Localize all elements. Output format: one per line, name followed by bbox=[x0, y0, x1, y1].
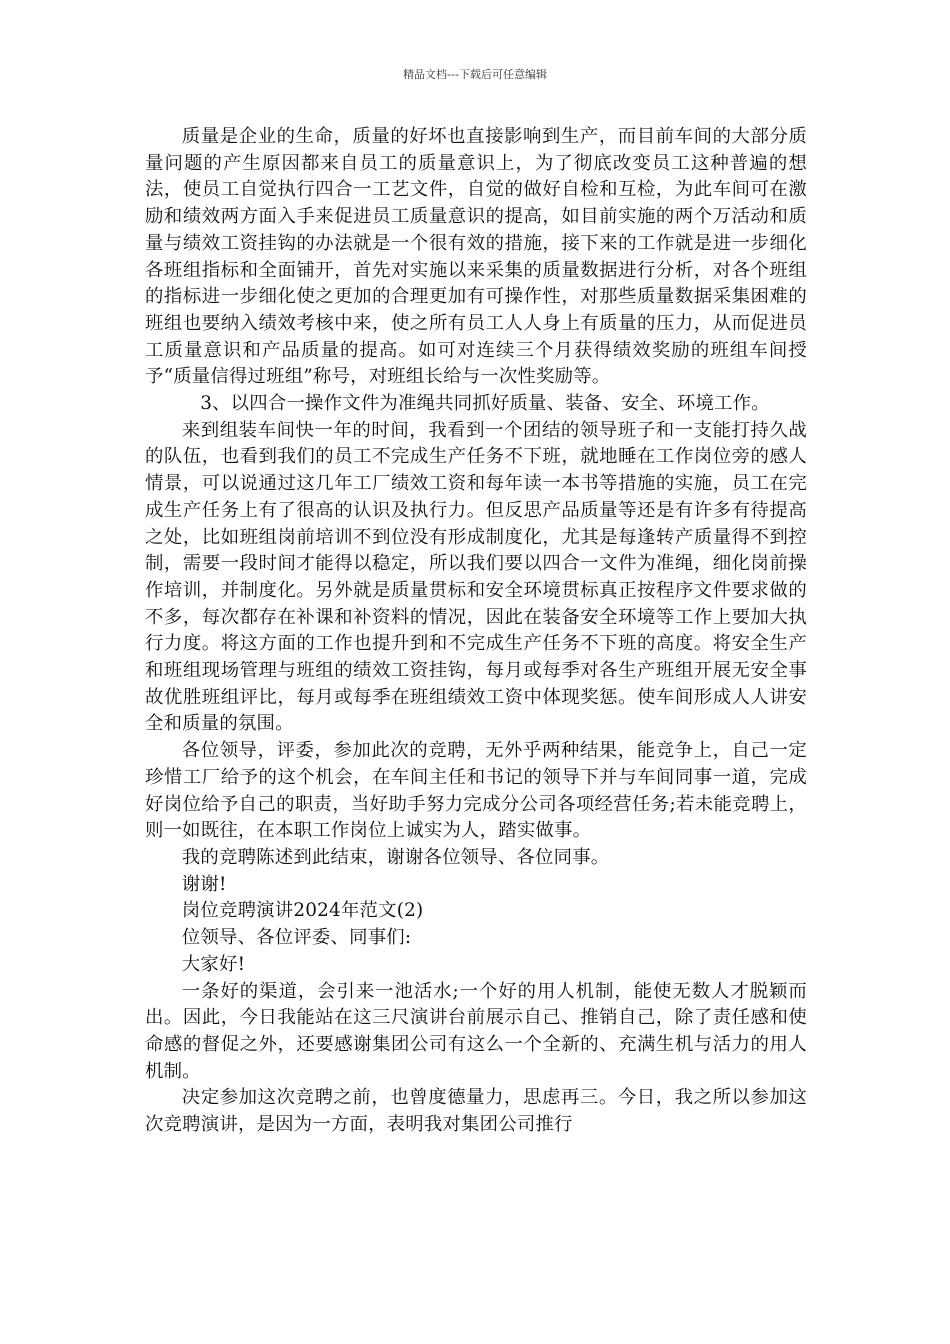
paragraph-thanks: 谢谢! bbox=[181, 873, 227, 895]
paragraph-second-speech-title: 岗位竞聘演讲2024年范文(2) bbox=[181, 900, 424, 922]
paragraph-closing-remarks: 各位领导，评委，参加此次的竞聘，无外乎两种结果，能竞争上，自己一定珍惜工厂给予的这个机会，在车间主任和书记的领导下并与车间同事一道，完成好岗位给予自己的职责，当好助手努力完成分公司各项经营任务;若未能竞聘上，则一如既往，在本职工作岗位上诚实为人，踏实做事。 bbox=[145, 740, 807, 842]
paragraph-decision: 决定参加这次竞聘之前，也曾度德量力，思虑再三。今日，我之所以参加这次竞聘演讲，是因为一方面，表明我对集团公司推行 bbox=[145, 1087, 807, 1136]
page-header: 精品文档---下载后可任意编辑 bbox=[403, 68, 547, 81]
paragraph-quality: 质量是企业的生命，质量的好坏也直接影响到生产，而目前车间的大部分质量问题的产生原因都来自员工的质量意识上，为了彻底改变员工这种普遍的想法，使员工自觉执行四合一工艺文件，自觉的做好自检和互检，为此车间可在激励和绩效两方面入手来促进员工质量意识的提高，如目前实施的两个万活动和质量与绩效工资挂钩的办法就是一个很有效的措施，接下来的工作就是进一步细化各班组指标和全面铺开，首先对实施以来采集的质量数据进行分析，对各个班组的指标进一步细化使之更加的合理更加有可操作性，对那些质量数据采集困难的班组也要纳入绩效考核中来，使之所有员工人人身上有质量的压力，从而促进员工质量意识和产品质量的提高。如可对连续三个月获得绩效奖励的班组车间授予“质量信得过班组”称号，对班组长给与一次性奖励等。 bbox=[145, 126, 807, 388]
paragraph-section-3-heading: 3、以四合一操作文件为准绳共同抓好质量、装备、安全、环境工作。 bbox=[200, 393, 770, 415]
paragraph-talent-mechanism: 一条好的渠道，会引来一池活水;一个好的用人机制，能使无数人才脱颖而出。因此，今日我能站在这三尺演讲台前展示自己、推销自己，除了责任感和使命感的督促之外，还要感谢集团公司有这么一个全新的、充满生机与活力的用人机制。 bbox=[145, 980, 807, 1082]
paragraph-greeting: 大家好! bbox=[181, 953, 246, 975]
paragraph-end-statement: 我的竞聘陈述到此结束，谢谢各位领导、各位同事。 bbox=[181, 846, 610, 868]
document-body bbox=[145, 124, 807, 1139]
paragraph-workshop-review: 来到组装车间快一年的时间，我看到一个团结的领导班子和一支能打持久战的队伍，也看到我们的员工不完成生产任务不下班，就地睡在工作岗位旁的感人情景，可以说通过这几年工厂绩效工资和每年读一本书等措施的实施，员工在完成生产任务上有了很高的认识及执行力。但反思产品质量等还是有许多有待提高之处，比如班组岗前培训不到位没有形成制度化，尤其是每逢转产质量得不到控制，需要一段时间才能得以稳定，所以我们要以四合一文件为准绳，细化岗前操作培训，并制度化。另外就是质量贯标和安全环境贯标真正按程序文件要求做的不多，每次都存在补课和补资料的情况，因此在装备安全环境等工作上要加大执行力度。将这方面的工作也提升到和不完成生产任务不下班的高度。将安全生产和班组现场管理与班组的绩效工资挂钩，每月或每季对各生产班组开展无安全事故优胜班组评比，每月或每季在班组绩效工资中体现奖惩。使车间形成人人讲安全和质量的氛围。 bbox=[145, 419, 807, 735]
paragraph-salutation: 位领导、各位评委、同事们: bbox=[181, 927, 412, 949]
